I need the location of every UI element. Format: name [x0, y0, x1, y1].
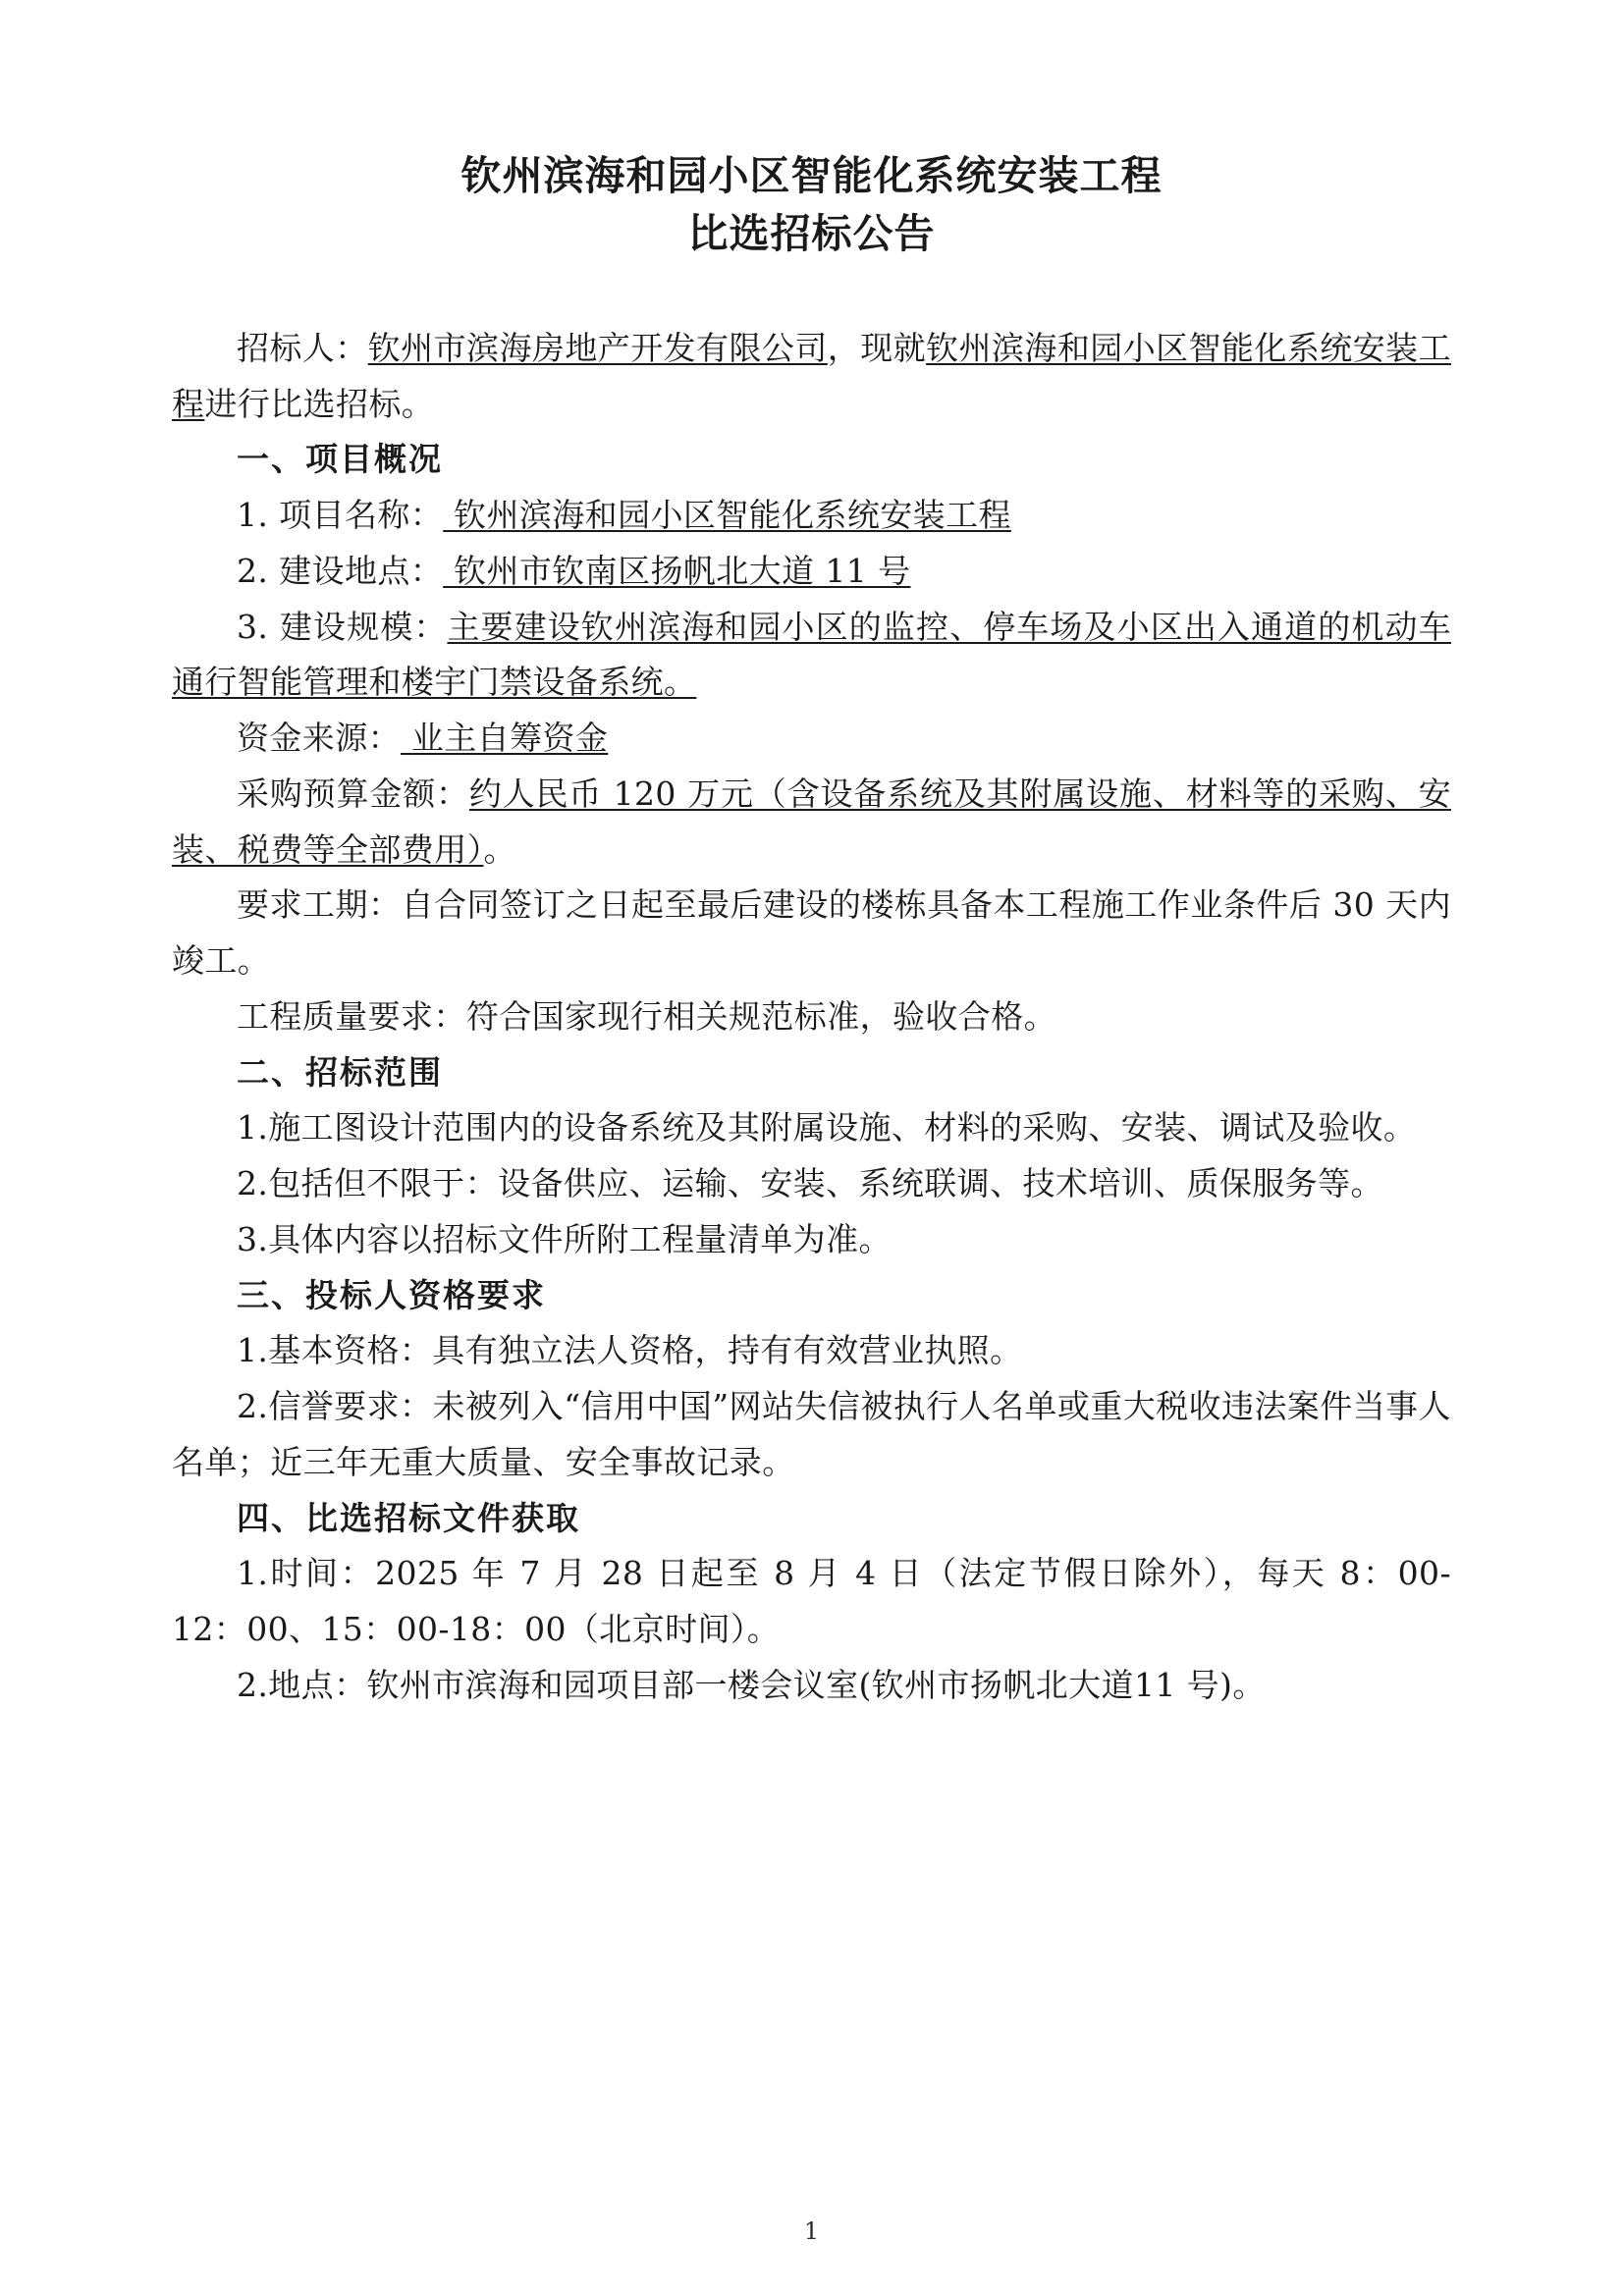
item-label: 采购预算金额： [237, 774, 469, 813]
item-tail: 自合同签订之日起至最后建设的楼栋具备本工程施工作业条件后 30 天内竣工。 [172, 885, 1452, 981]
item-label: 2. 建设地点： [237, 551, 444, 590]
section-1-item-5 [172, 767, 1451, 879]
section-heading-2: 二、招标范围 [237, 1052, 443, 1092]
intro-paragraph [172, 321, 1451, 433]
item-tail: 。 [483, 829, 516, 869]
item-tail: 符合国家现行相关规范标准，验收合格。 [465, 996, 1057, 1036]
item-underlined: 钦州市钦南区扬帆北大道 11 号 [443, 551, 911, 590]
intro-entity: 钦州市滨海房地产开发有限公司 [367, 328, 828, 367]
section-1-item-1 [172, 488, 1451, 544]
item-underlined: 业主自筹资金 [401, 719, 609, 758]
section-2-item-3: 3.具体内容以招标文件所附工程量清单为准。 [237, 1219, 892, 1258]
intro-tail: 进行比选招标。 [204, 384, 435, 423]
item-underlined: 约人民币 120 万元（含设备系统及其附属设施、材料等的采购、安装、税费等全部费用） [172, 774, 1451, 869]
intro-project: 钦州滨海和园小区智能化系统安装工程 [172, 328, 1451, 423]
item-label: 工程质量要求： [237, 996, 466, 1036]
section-1-item-6 [172, 878, 1451, 989]
page-number: 1 [803, 2217, 820, 2245]
intro-label: 招标人： [237, 328, 368, 367]
item-label: 1. 项目名称： [237, 496, 444, 535]
section-heading-3: 三、投标人资格要求 [237, 1275, 546, 1314]
section-1-item-7 [172, 989, 1451, 1045]
section-1-item-2 [172, 544, 1451, 600]
document-body [172, 321, 1451, 1714]
title-line-2: 比选招标公告 [687, 210, 936, 258]
section-heading-4: 四、比选招标文件获取 [237, 1498, 580, 1537]
title-line-1: 钦州滨海和园小区智能化系统安装工程 [460, 152, 1163, 199]
section-2-item-2: 2.包括但不限于：设备供应、运输、安装、系统联调、技术培训、质保服务等。 [237, 1164, 1383, 1203]
item-underlined: 主要建设钦州滨海和园小区的监控、停车场及小区出入通道的机动车通行智能管理和楼宇门禁设备系统。 [172, 607, 1451, 702]
intro-after: ，现就 [827, 328, 927, 367]
item-label: 3. 建设规模： [237, 607, 448, 646]
section-heading-1: 一、项目概况 [237, 440, 443, 479]
section-3-item-2: 2.信誉要求：未被列入“信用中国”网站失信被执行人名单或重大税收违法案件当事人名单；近三年无重大质量、安全事故记录。 [172, 1387, 1451, 1481]
page-title [172, 147, 1451, 264]
item-underlined: 钦州滨海和园小区智能化系统安装工程 [443, 496, 1011, 535]
section-4-item-2: 2.地点：钦州市滨海和园项目部一楼会议室(钦州市扬帆北大道11 号)。 [237, 1665, 1266, 1704]
section-4-item-1: 1.时间：2025 年 7 月 28 日起至 8 月 4 日（法定节假日除外），每天 8：00-12：00、15：00-18：00（北京时间）。 [172, 1554, 1451, 1649]
item-label: 要求工期： [237, 885, 402, 925]
section-2-item-1: 1.施工图设计范围内的设备系统及其附属设施、材料的采购、安装、调试及验收。 [237, 1108, 1417, 1148]
section-1-item-3 [172, 600, 1451, 712]
section-1-item-4 [172, 711, 1451, 767]
section-3-item-1: 1.基本资格：具有独立法人资格，持有有效营业执照。 [237, 1331, 1023, 1370]
item-label: 资金来源： [237, 719, 401, 758]
